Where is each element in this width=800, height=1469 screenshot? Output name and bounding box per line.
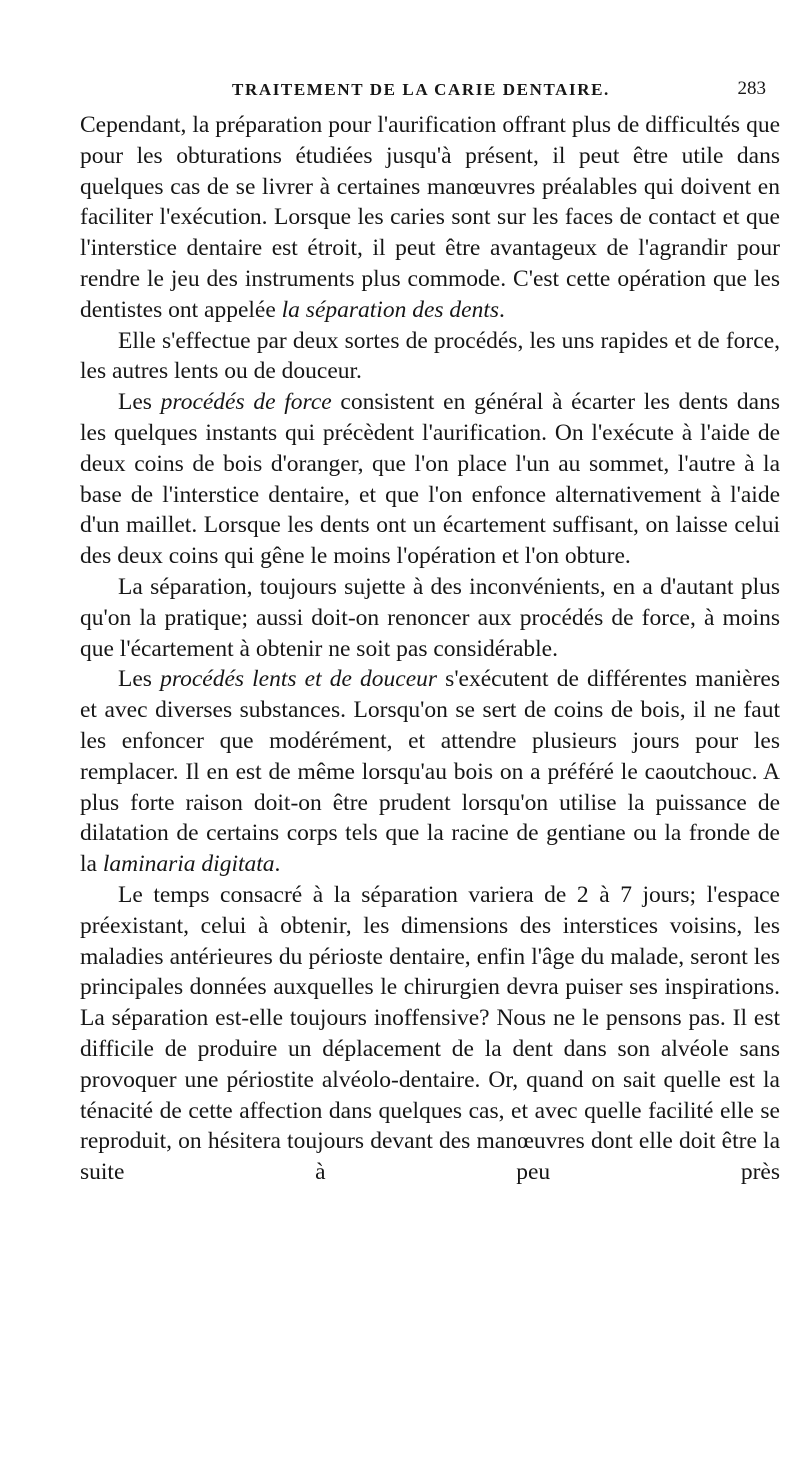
text-run: Cependant, la préparation pour l'aurification offrant plus de difficultés que pour les obturations étudiées jusqu'à présent, il peut être utile dans quelques cas de se livrer à certaines manœuvres préalables qui doivent en faciliter l'exécution. Lorsque les caries sont sur les faces de contact et que l'interstice dentaire est étroit, il peut être avantageux de l'agrandir pour rendre le jeu des instruments plus commode. C'est cette opération que les dentistes ont appelée: [80, 112, 780, 323]
paragraph: [80, 326, 780, 388]
paragraph: [80, 387, 780, 572]
body-text: [80, 110, 780, 1188]
text-run: consistent en général à écarter les dents dans les quelques instants qui précèdent l'aurification. On l'exécute à l'aide de deux coins de bois d'oranger, que l'on place l'un au sommet, l'autre à la base de l'interstice dentaire, et que l'on enfonce alternativement à l'aide d'un maillet. Lorsque les dents ont un écartement suffisant, on laisse celui des deux coins qui gêne le moins l'opération et l'on obture.: [80, 389, 780, 570]
paragraph: [80, 572, 780, 664]
italic-term: procédés lents et de douceur: [160, 666, 438, 693]
paragraph: [80, 880, 780, 1188]
text-run: La séparation, toujours sujette à des inconvénients, en a d'autant plus qu'on la pratique; aussi doit-on renoncer aux procédés de force, à moins que l'écartement à obtenir ne soit pas considérable.: [80, 573, 780, 662]
italic-term: laminaria digitata: [102, 851, 275, 878]
text-run: Les: [118, 389, 161, 416]
text-run: .: [274, 851, 281, 878]
text-run: s'exécutent de différentes manières et avec diverses substances. Lorsqu'on se sert de coins de bois, il ne faut les enfoncer que modérément, et attendre plusieurs jours pour les remplacer. Il en est de même lorsqu'au bois on a préféré le caoutchouc. A plus forte raison doit-on être prudent lorsqu'on utilise la puissance de dilatation de certains corps tels que la racine de gentiane ou la fronde de la: [80, 666, 780, 878]
text-run: Les: [118, 666, 161, 693]
book-page: [80, 74, 780, 1188]
text-run: Le temps consacré à la séparation variera de 2 à 7 jours; l'espace préexistant, celui à obtenir, les dimensions des interstices voisins, les maladies antérieures du périoste dentaire, enfin l'âge du malade, seront les principales données auxquelles le chirurgien devra puiser ses inspirations. La séparation est-elle toujours inoffensive? Nous ne le pensons pas. Il est difficile de produire un déplacement de la dent dans son alvéole sans provoquer une périostite alvéolo-dentaire. Or, quand on sait quelle est la ténacité de cette affection dans quelques cas, et avec quelle facilité elle se reproduit, on hésitera toujours devant des manœuvres dont elle doit être la suite à peu près: [80, 881, 780, 1186]
page-number: 283: [737, 78, 766, 99]
running-head: [80, 74, 780, 110]
paragraph: [80, 110, 780, 326]
italic-term: procédés de force: [160, 389, 332, 416]
italic-term: la séparation des dents: [281, 296, 500, 323]
running-title: TRAITEMENT DE LA CARIE DENTAIRE.: [232, 80, 610, 99]
text-run: .: [499, 296, 505, 323]
paragraph: [80, 664, 780, 880]
text-run: Elle s'effectue par deux sortes de procédés, les uns rapides et de force, les autres lents ou de douceur.: [80, 327, 780, 385]
